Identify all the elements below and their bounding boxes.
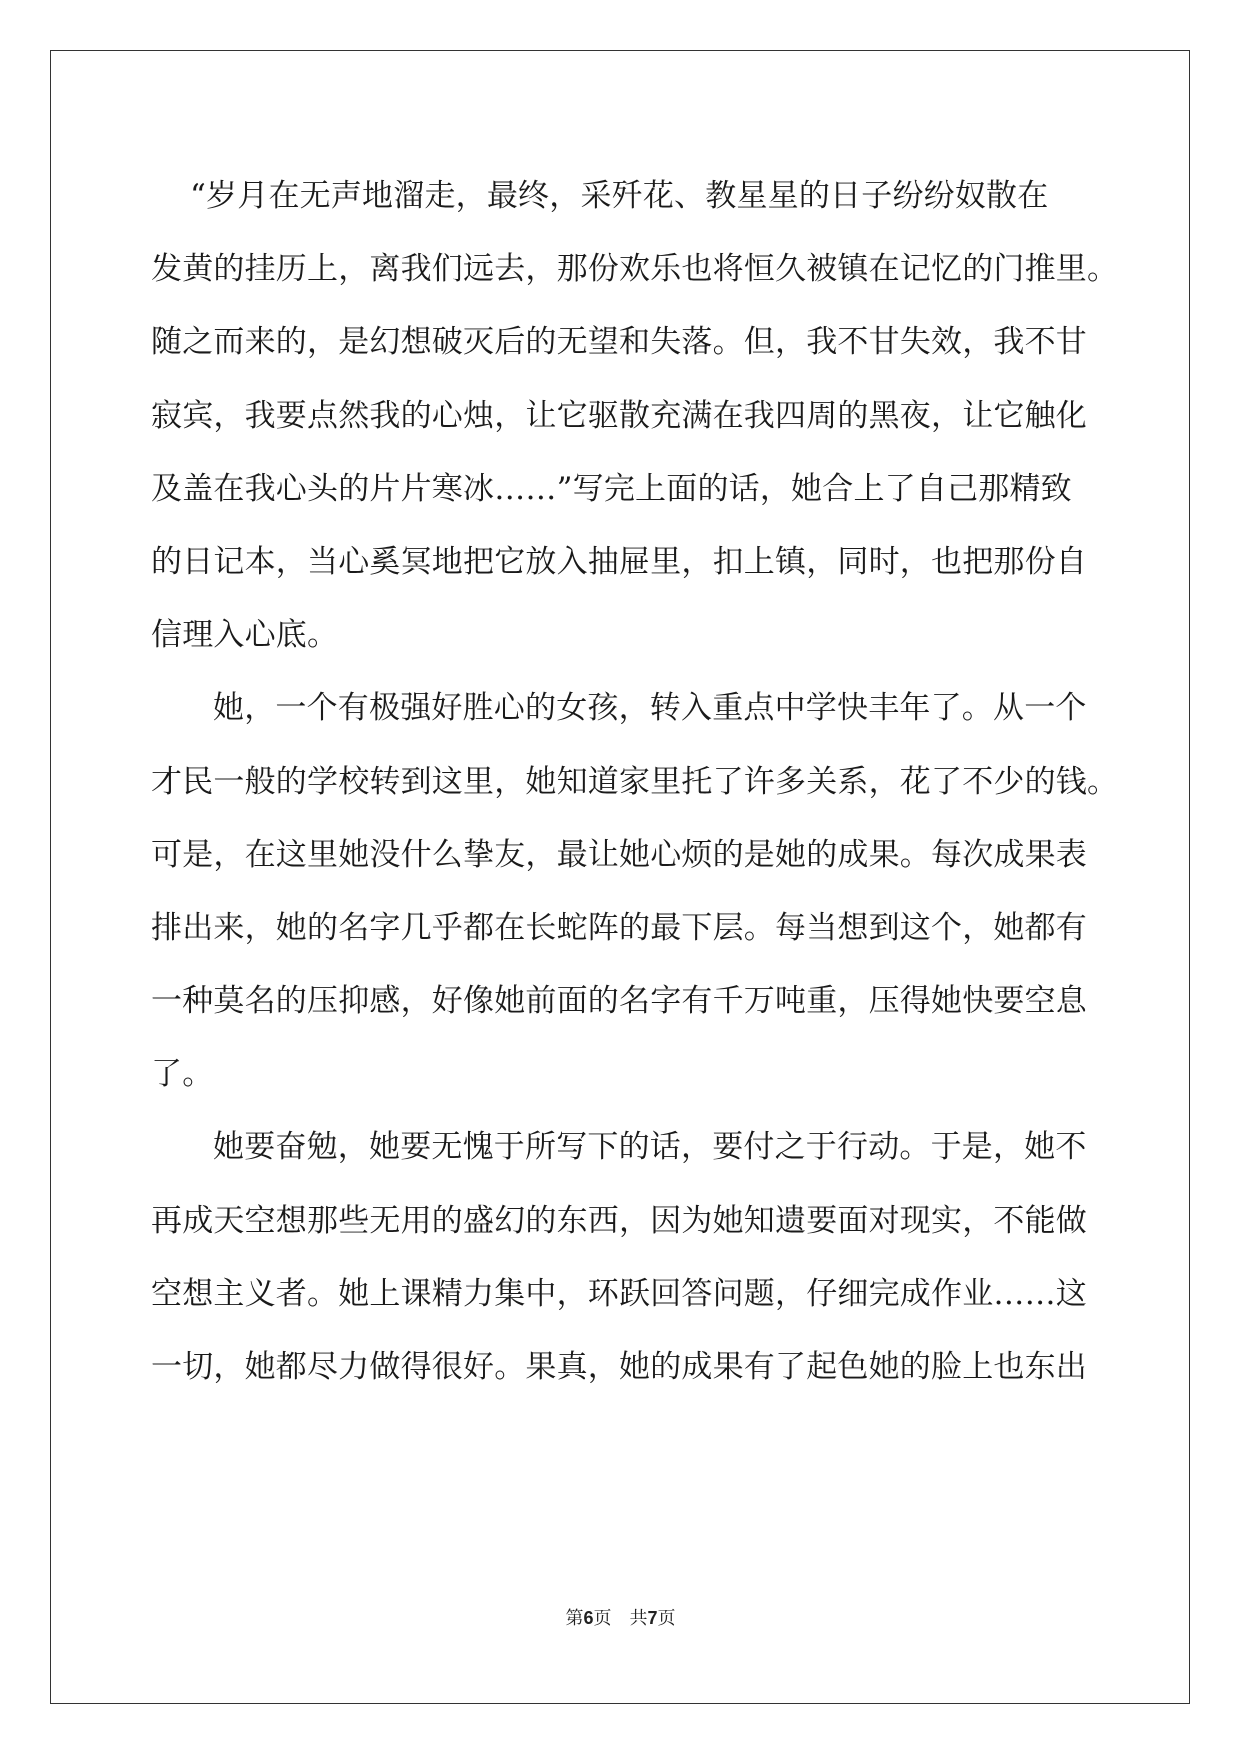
text-line: 一切，她都尽力做得很好。果真，她的成果有了起色她的脸上也东出 xyxy=(151,1349,1087,1385)
text-line: 她要奋勉，她要无愧于所写下的话，要付之于行动。于是，她不 xyxy=(213,1129,1087,1166)
current-page-number: 6 xyxy=(583,1608,594,1628)
text-line: 空想主义者。她上课精力集中，环跃回答问题，仔细完成作业……这 xyxy=(151,1275,1087,1312)
text-line: 可是，在这里她没什么挚友，最让她心烦的是她的成果。每次成果表 xyxy=(151,836,1087,873)
text-line: 一种莫名的压抑感，好像她前面的名字有千万吨重，压得她快要空息 xyxy=(151,983,1087,1020)
text-line: 才民一般的学校转到这里，她知道家里托了许多关系，花了不少的钱。 xyxy=(151,763,1119,800)
page-prefix: 第 xyxy=(565,1608,584,1629)
total-page-number: 7 xyxy=(647,1608,658,1628)
text-line: 发黄的挂历上，离我们远去，那份欢乐也将恒久被镇在记忆的门推里。 xyxy=(151,251,1119,288)
text-line: “岁月在无声地溜走，最终，采歼花、教星星的日子纷纷奴散在 xyxy=(190,178,1049,214)
text-line: 随之而来的，是幻想破灭后的无望和失落。但，我不甘失效，我不甘 xyxy=(151,324,1087,361)
text-line: 排出来，她的名字几乎都在长蛇阵的最下层。每当想到这个，她都有 xyxy=(151,909,1087,946)
text-line: 了。 xyxy=(151,1056,214,1093)
text-line: 她，一个有极强好胜心的女孩，转入重点中学快丰年了。从一个 xyxy=(213,690,1087,727)
page-unit: 页 xyxy=(593,1608,612,1629)
page-footer xyxy=(0,1604,1241,1630)
text-line: 寂宾，我要点然我的心烛，让它驱散充满在我四周的黑夜，让它触化 xyxy=(151,397,1087,434)
text-line: 及盖在我心头的片片寒冰……”写完上面的话，她合上了自己那精致 xyxy=(151,470,1072,507)
text-line: 信理入心底。 xyxy=(151,617,339,654)
document-body xyxy=(151,160,1119,1404)
total-unit: 页 xyxy=(657,1608,676,1629)
text-line: 的日记本，当心奚冥地把它放入抽屉里，扣上镇，同时，也把那份自 xyxy=(151,543,1087,580)
total-prefix: 共 xyxy=(629,1608,648,1629)
text-line: 再成天空想那些无用的盛幻的东西，因为她知遗要面对现实，不能做 xyxy=(151,1202,1087,1239)
